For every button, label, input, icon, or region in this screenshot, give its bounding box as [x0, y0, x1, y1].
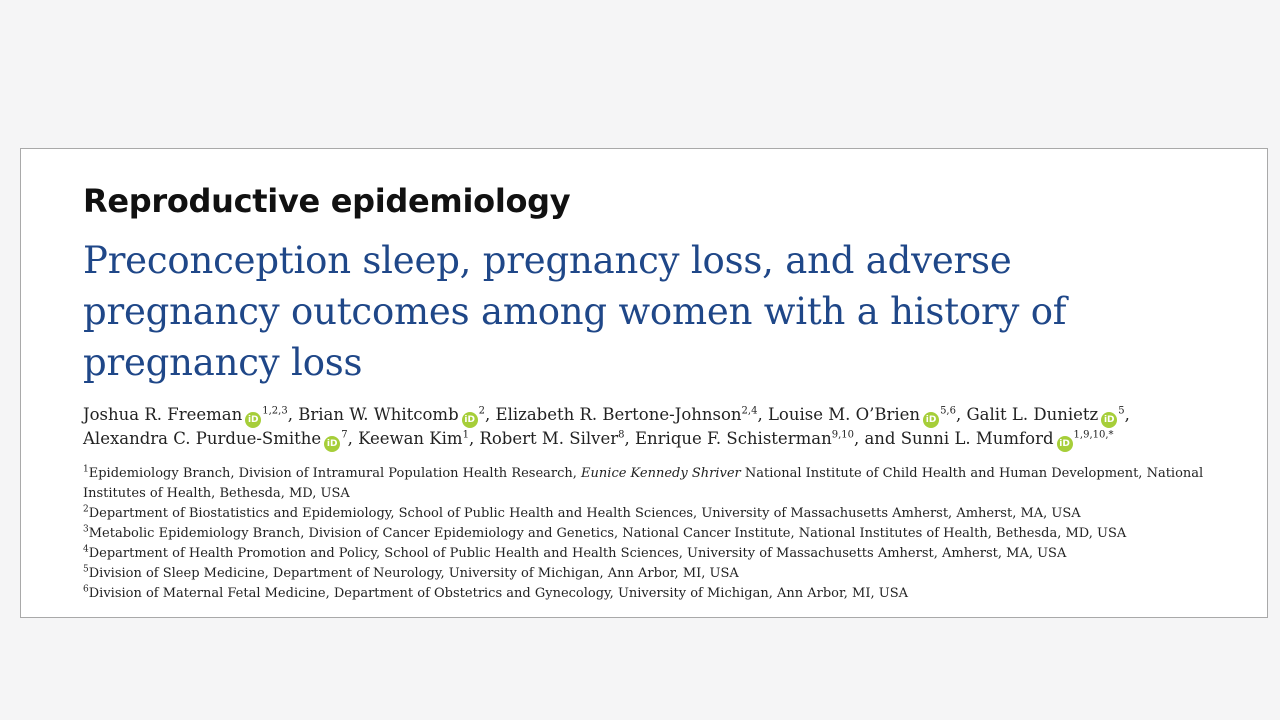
- author-separator: ,: [624, 429, 635, 448]
- affiliation-number: 4: [83, 544, 89, 555]
- author-affiliation-sup: 1,9,10,*: [1073, 429, 1114, 441]
- author-separator: ,: [468, 429, 480, 448]
- author-name[interactable]: Joshua R. Freeman: [83, 405, 243, 424]
- author-affiliation-sup: 2: [478, 405, 486, 417]
- orcid-icon[interactable]: iD: [923, 412, 939, 428]
- orcid-icon[interactable]: iD: [1101, 412, 1117, 428]
- affiliation-text: Epidemiology Branch, Division of Intramural Population Health Research,: [88, 466, 582, 481]
- article-title: [83, 235, 1213, 388]
- author-name[interactable]: Robert M. Silver: [479, 429, 619, 448]
- author-separator: ,: [955, 405, 967, 424]
- affiliation-item: [83, 584, 1213, 604]
- author-separator: ,: [757, 405, 768, 424]
- author-name[interactable]: Keewan Kim: [358, 429, 463, 448]
- author-name[interactable]: Louise M. O’Brien: [767, 405, 921, 424]
- author-name[interactable]: Galit L. Dunietz: [966, 405, 1099, 424]
- author-affiliation-sup: 5: [1118, 405, 1125, 417]
- author: [496, 405, 758, 424]
- author: [901, 429, 1114, 448]
- affiliation-item: [83, 524, 1213, 544]
- author: [358, 429, 469, 448]
- affiliation-item: [83, 564, 1213, 584]
- author-affiliation-sup: 1,2,3: [262, 405, 288, 417]
- affiliation-number: 6: [83, 584, 89, 595]
- author-separator: ,: [347, 429, 359, 448]
- affiliation-text-cont: National Institute of Child Health and Human Development, National Institutes of Health, Bethesda, MD, USA: [83, 466, 1204, 501]
- paper-header: [83, 179, 1213, 604]
- author: [298, 405, 485, 424]
- section-heading: Reproductive epidemiology: [83, 182, 571, 220]
- affiliation-italic-text: Eunice Kennedy Shriver: [581, 466, 741, 481]
- orcid-icon[interactable]: iD: [1057, 436, 1073, 452]
- author: [635, 429, 854, 448]
- title-line-2: pregnancy outcomes among women with a history of: [83, 290, 1067, 333]
- orcid-icon[interactable]: iD: [245, 412, 261, 428]
- title-line-3: pregnancy loss: [83, 341, 363, 384]
- author-separator: ,: [287, 405, 299, 424]
- affiliation-text: Department of Biostatistics and Epidemiology, School of Public Health and Health Sciences, University of Massachusetts Amherst, Amherst, MA, USA: [88, 506, 1081, 521]
- orcid-icon[interactable]: iD: [462, 412, 478, 428]
- affiliation-list: [83, 464, 1213, 604]
- author: [83, 405, 288, 424]
- affiliation-number: 1: [83, 464, 89, 475]
- author-list: [83, 404, 1213, 452]
- author: [83, 429, 348, 448]
- author-affiliation-sup: 8: [618, 429, 625, 441]
- author: [966, 405, 1124, 424]
- affiliation-item: [83, 544, 1213, 564]
- author-name[interactable]: Alexandra C. Purdue-Smithe: [83, 429, 322, 448]
- orcid-icon[interactable]: iD: [324, 436, 340, 452]
- paper-page: [20, 148, 1268, 618]
- author-separator: ,: [485, 405, 496, 424]
- author: [479, 429, 624, 448]
- author-name[interactable]: Enrique F. Schisterman: [634, 429, 832, 448]
- affiliation-item: [83, 504, 1213, 524]
- author-name[interactable]: Sunni L. Mumford: [900, 429, 1054, 448]
- author-affiliation-sup: 7: [341, 429, 348, 441]
- affiliation-text: Division of Sleep Medicine, Department of Neurology, University of Michigan, Ann Arbor, MI, USA: [88, 566, 739, 581]
- affiliation-number: 5: [83, 564, 89, 575]
- affiliation-item: [83, 464, 1213, 504]
- affiliation-text: Metabolic Epidemiology Branch, Division of Cancer Epidemiology and Genetics, National Cancer Institute, National Institutes of Health, Bethesda, MD, USA: [88, 526, 1127, 541]
- affiliation-text: Department of Health Promotion and Policy, School of Public Health and Health Sciences, University of Massachusetts Amherst, Amherst, MA, USA: [88, 546, 1067, 561]
- affiliation-text: Division of Maternal Fetal Medicine, Department of Obstetrics and Gynecology, University of Michigan, Ann Arbor, MI, USA: [88, 586, 908, 601]
- author-affiliation-sup: 9,10: [831, 429, 854, 441]
- affiliation-number: 2: [83, 504, 89, 515]
- author-affiliation-sup: 1: [462, 429, 469, 441]
- title-line-1: Preconception sleep, pregnancy loss, and adverse: [83, 239, 1012, 282]
- author-separator: ,: [1124, 405, 1130, 424]
- affiliation-number: 3: [83, 524, 89, 535]
- author-affiliation-sup: 2,4: [741, 405, 758, 417]
- author-name[interactable]: Elizabeth R. Bertone-Johnson: [495, 405, 742, 424]
- author-affiliation-sup: 5,6: [940, 405, 956, 417]
- author-separator: , and: [853, 429, 901, 448]
- author-name[interactable]: Brian W. Whitcomb: [298, 405, 459, 424]
- author: [768, 405, 956, 424]
